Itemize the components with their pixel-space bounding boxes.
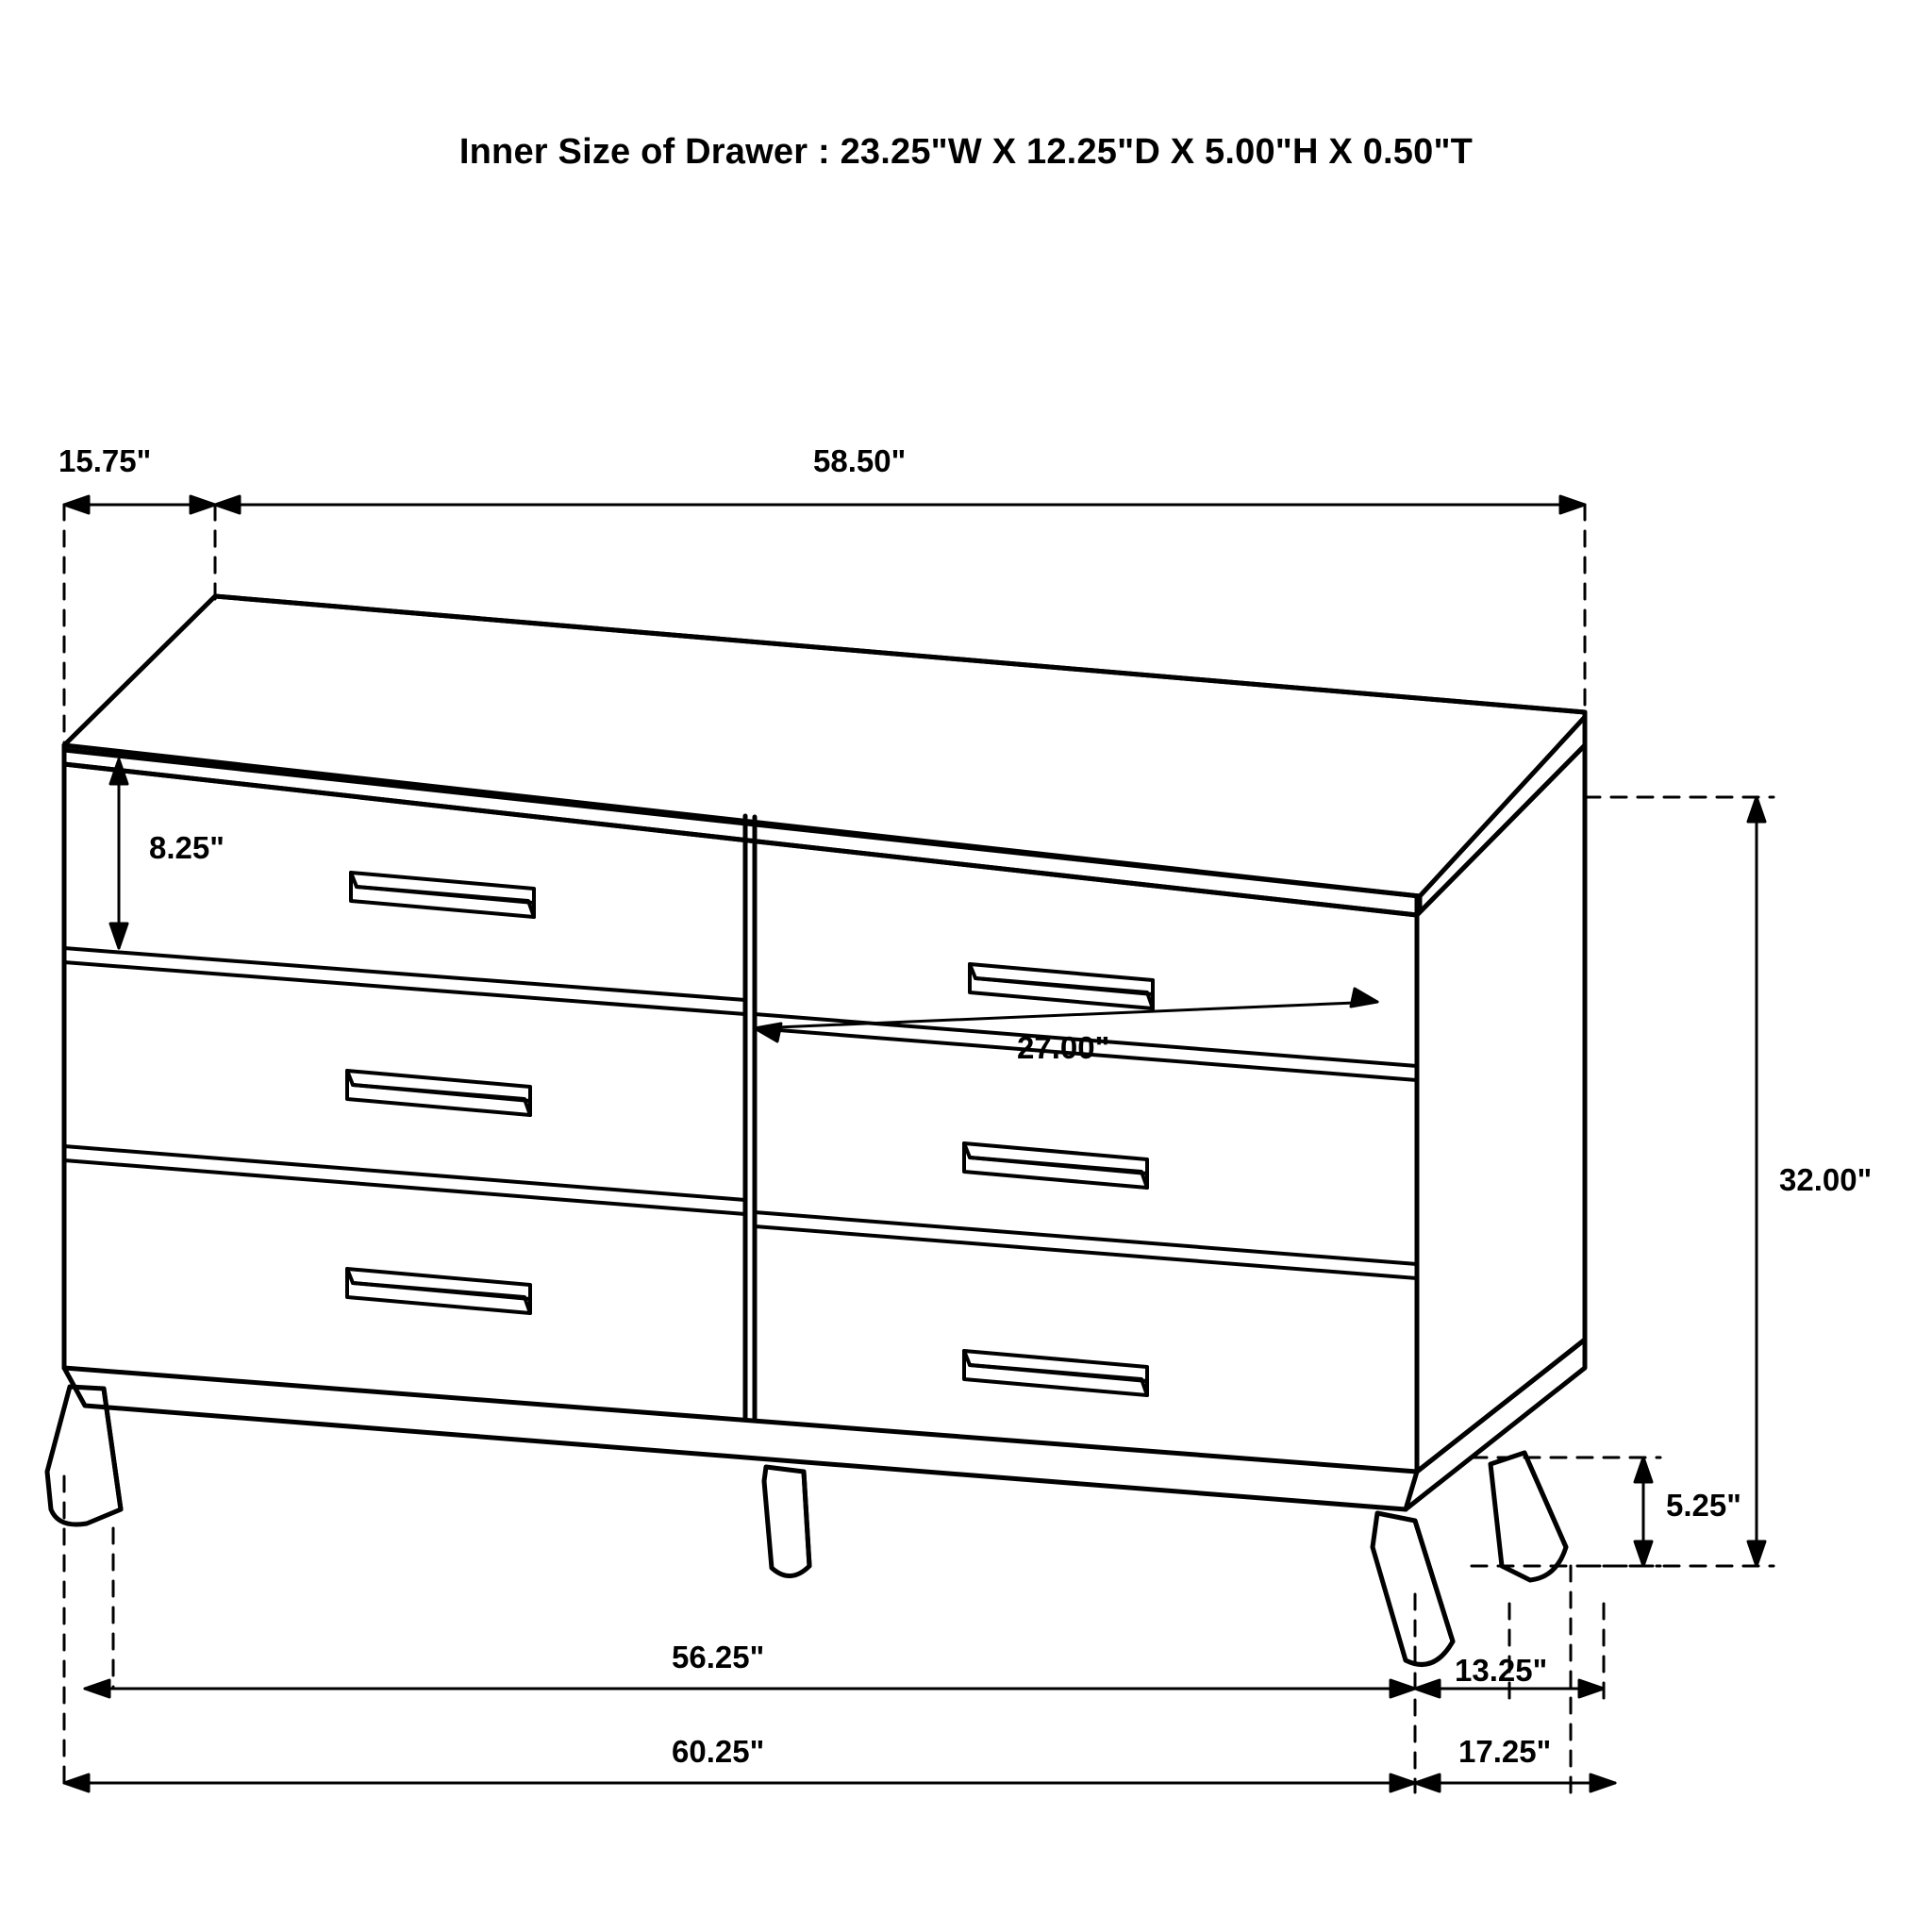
diagram-title: Inner Size of Drawer : 23.25"W X 12.25"D X 5.00"H X 0.50"T [458,132,1474,172]
dimension-label-leg-height: 5.25" [1666,1488,1741,1523]
dimension-label-case-width: 56.25" [672,1640,765,1674]
dimension-label-width-top: 58.50" [813,443,907,478]
dimension-label-leg-span-depth: 13.25" [1455,1653,1548,1688]
dresser-case [64,596,1585,1509]
dimension-label-drawer-width: 27.00" [1017,1030,1110,1065]
dresser-legs [47,1387,1566,1665]
drawer-seams [64,948,1417,1278]
top-dimension-lines [64,496,1585,513]
right-dimension-lines [1635,797,1765,1566]
dimension-label-overall-height: 32.00" [1779,1162,1873,1197]
dimension-label-drawer-height: 8.25" [149,830,225,865]
drawer-pull [347,873,1153,1395]
bottom-dimension-lines [64,1680,1615,1791]
dimension-label-depth-top: 15.75" [58,443,152,478]
extension-lines [64,505,1774,1792]
dimension-label-overall-depth: 17.25" [1458,1734,1552,1769]
dimension-label-overall-width: 60.25" [672,1734,765,1769]
